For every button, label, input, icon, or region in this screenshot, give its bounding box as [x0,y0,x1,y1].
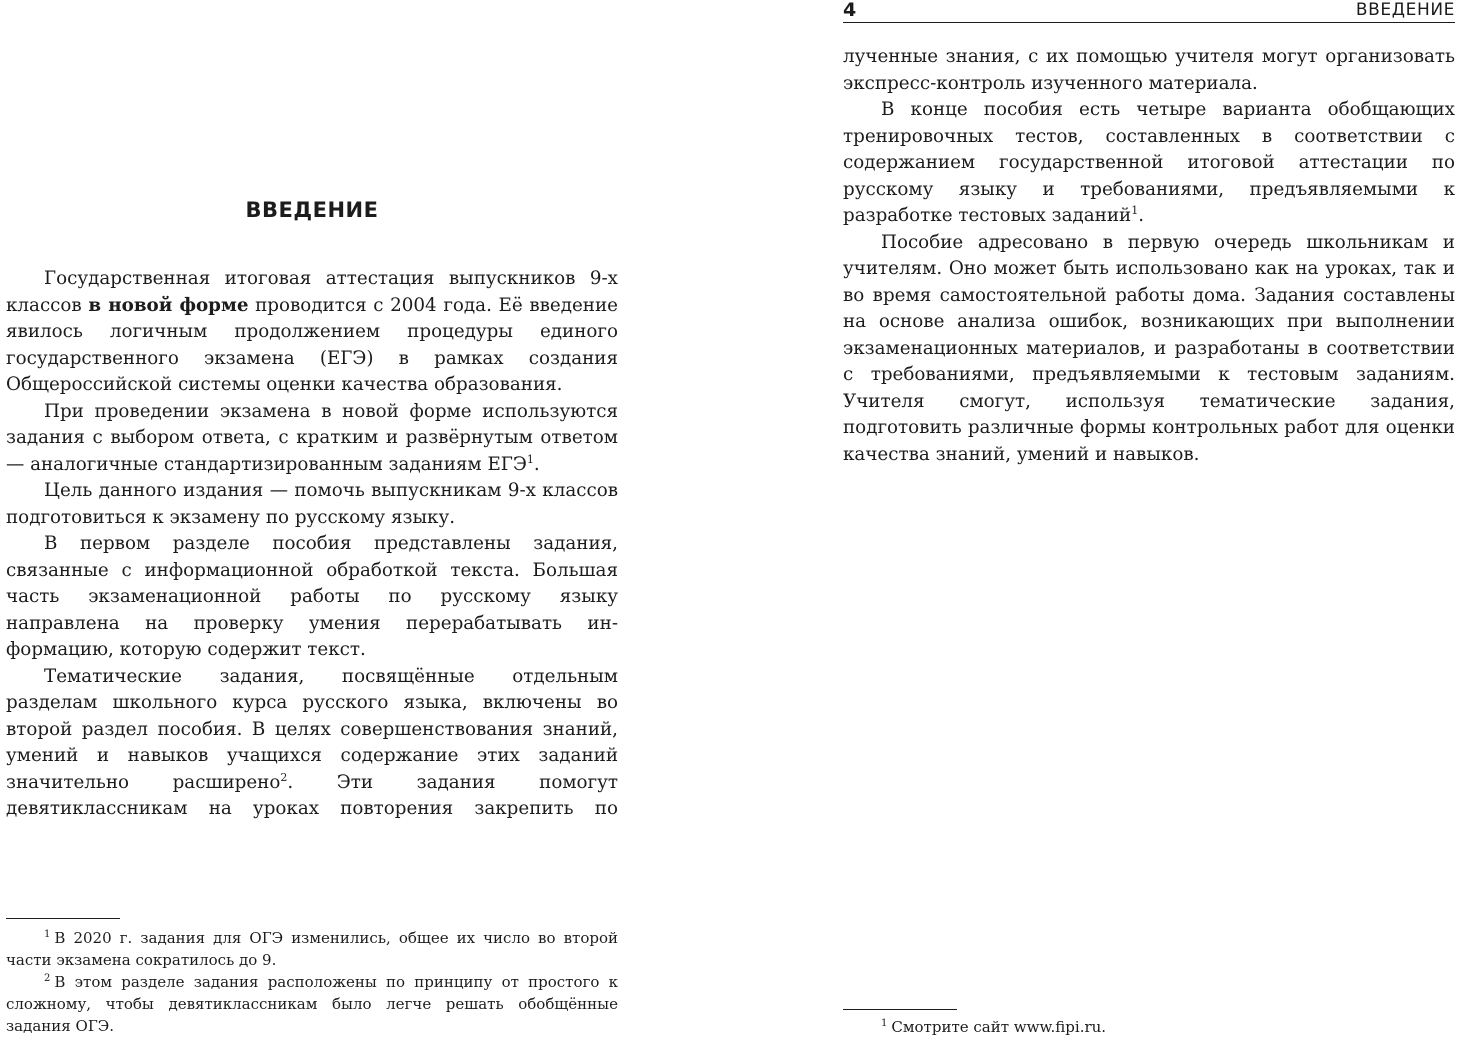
paragraph: Цель данного издания — помочь выпускникам 9-х классов подготовиться к экзамену по русскому языку. [6,480,618,528]
bold-emphasis: в новой форме [88,294,249,316]
footnote-reference[interactable]: 2 [280,770,288,784]
paragraph: Пособие адресовано в первую очередь школьникам и учителям. Оно может быть использовано как на уроках, так и во время самостоятельной работы дома. Задания составлены на основе анализа ошибок, возникающих при выполнении экзаменационных материалов, и разработаны в соответствии с требованиями, предъявляемыми к тестовым заданиям. Учителя смогут, используя тематические задания, подготовить различные формы контрольных работ для оценки качества знаний, умений и навыков. [843,231,1455,465]
footnotes [843,1016,1455,1038]
footnote-divider [843,1009,957,1010]
right-body-text [843,44,1455,468]
footnote-reference[interactable]: 1 [526,452,534,466]
footnote-mark: 1 [881,1018,888,1029]
running-header [843,0,1455,23]
paragraph: При проведении экзамена в новой форме используются задания с выбором ответа, с кратким и развёрнутым ответом — аналогичные стандартизированным заданиям ЕГЭ$^1$. [6,400,618,475]
paragraph: В конце пособия есть четыре варианта обобщающих тренировочных тестов, составленных в соответствии с содержанием государственной итоговой аттестации по русскому языку и требованиями, предъявляемыми к разработке тестовых заданий$^1$. [843,99,1455,226]
left-body-text [6,266,618,823]
section-heading: ВВЕДЕНИЕ [245,198,379,222]
footnote-reference[interactable]: 1 [1131,203,1139,217]
paragraph: лученные знания, с их помощью учителя могут организовать экспресс-контроль изученного материала. [843,46,1455,94]
footnote-mark: 1 [44,929,51,940]
paragraph: Государственная итоговая аттестация выпускников 9-х классов в новой форме проводится с 2004 года. Её введение явилось логичным продолжением процедуры единого государственного экзамена (ЕГЭ) в рамках создания Общероссийской системы оценки качества образования. [6,268,618,395]
footnote: $^1$ В 2020 г. задания для ОГЭ изменились, общее их число во второй части экзамена сократилось до 9. [6,929,618,969]
footnotes [6,927,618,1037]
running-title: ВВЕДЕНИЕ [1355,0,1455,20]
paragraph: Тематические задания, посвящённые отдельным разделам школьного курса русского языка, включены во второй раздел пособия. В целях совершенствования знаний, умений и навыков учащихся содержание этих заданий значительно расширено$^2$. Эти задания помогут девятиклассникам на уроках повторения закрепить по [6,665,618,819]
footnote: $^2$ В этом разделе задания расположены по принципу от простого к сложному, чтобы девятиклассникам было легче решать обобщённые задания ОГЭ. [6,973,618,1035]
paragraph: В первом разделе пособия представлены задания, связанные с информационной обработкой текста. Большая часть экзаменационной работы по русскому языку направлена на проверку умения перерабатывать информацию, которую содержит текст. [6,533,618,660]
page-number: 4 [843,0,857,21]
footnote-divider [6,918,120,919]
footnote-mark: 2 [44,973,51,984]
footnote: $^1$ Смотрите сайт www.fipi.ru. [881,1018,1107,1036]
